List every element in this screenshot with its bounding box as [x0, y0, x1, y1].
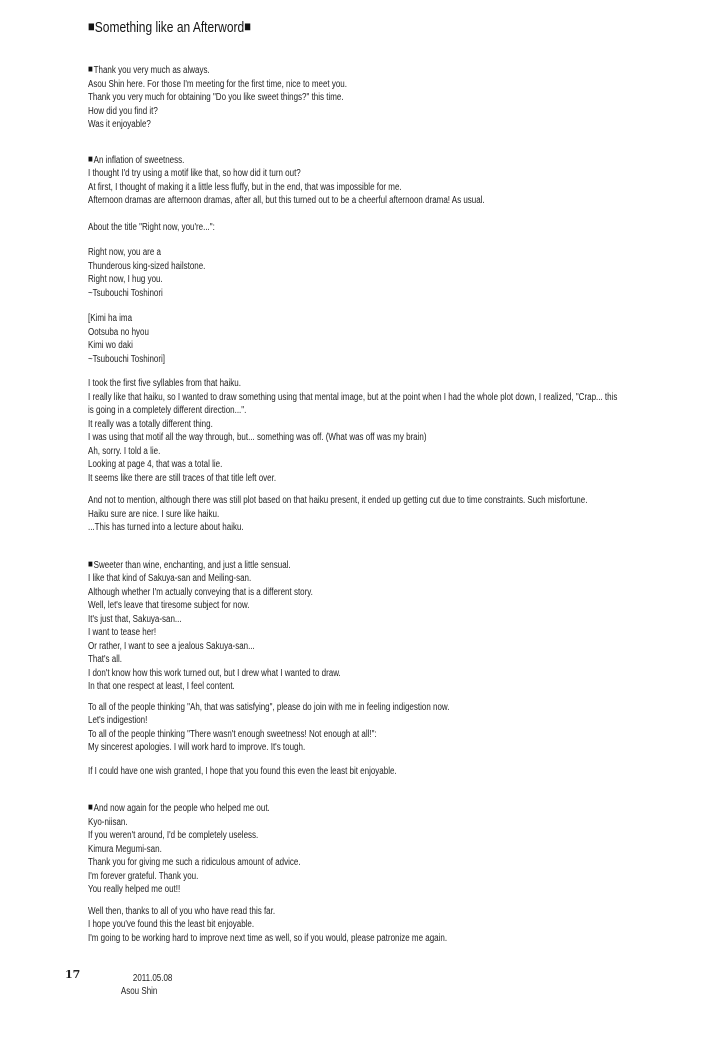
paragraph-one-wish — [88, 765, 712, 779]
text-line: If you weren't around, I'd be completely useless. — [88, 830, 259, 841]
title-trail-square-icon: ■ — [244, 18, 251, 34]
paragraph-closing — [88, 905, 712, 946]
text-line: I'm going to be working hard to improve next time as well, so if you would, please patronize me again. — [88, 932, 448, 944]
text-line: Well then, thanks to all of you who have read this far. — [88, 905, 276, 917]
text-line: I took the first five syllables from that haiku. — [88, 378, 241, 389]
text-line: I thought I'd try using a motif like that, so how did it turn out? — [88, 168, 301, 179]
afterword-page — [88, 18, 712, 1012]
text-line: is going in a completely different direction...". — [88, 405, 247, 416]
text-line: Asou Shin here. For those I'm meeting for the first time, nice to meet you. — [88, 78, 347, 90]
text-line: You really helped me out!! — [88, 884, 181, 895]
paragraph-greeting — [88, 64, 712, 132]
page-number: 17 — [65, 968, 81, 981]
title-lead-square-icon: ■ — [88, 18, 95, 34]
text-line: Ootsuba no hyou — [88, 326, 149, 338]
text-line: Although whether I'm actually conveying that is a different story. — [88, 586, 313, 598]
text-line: I want to tease her! — [88, 627, 157, 638]
text-line: To all of the people thinking "Ah, that was satisfying", please do join with me in feeling indigestion now. — [88, 701, 450, 713]
text-line: That's all. — [88, 654, 122, 665]
text-line: It really was a totally different thing. — [88, 418, 213, 430]
section-square-icon: ■ — [88, 153, 93, 165]
text-line: How did you find it? — [88, 105, 158, 117]
text-line: About the title "Right now, you're...": — [88, 221, 215, 233]
text-line: It's just that, Sakuya-san... — [88, 613, 182, 625]
text-line: I hope you've found this the least bit enjoyable. — [88, 919, 255, 930]
section-square-icon: ■ — [88, 64, 93, 75]
text-line: In that one respect at least, I feel content. — [88, 681, 235, 692]
text-line: ■And now again for the people who helped me out. — [88, 802, 270, 814]
text-line: ...This has turned into a lecture about haiku. — [88, 522, 244, 533]
text-line: Kimura Megumi-san. — [88, 843, 162, 855]
text-line: Kimi wo daki — [88, 340, 133, 351]
text-line: My sincerest apologies. I will work hard to improve. It's tough. — [88, 742, 306, 753]
text-line: To all of the people thinking "There wasn't enough sweetness! Not enough at all!": — [88, 728, 377, 740]
text-line: Thank you for giving me such a ridiculous amount of advice. — [88, 857, 301, 868]
text-line: Kyo-niisan. — [88, 816, 128, 828]
paragraph-sweetness-inflation — [88, 154, 712, 208]
page-title-text: Something like an Afterword — [94, 19, 245, 36]
text-line: Haiku sure are nice. I sure like haiku. — [88, 508, 220, 520]
text-line: I'm forever grateful. Thank you. — [88, 870, 199, 882]
text-line: Well, let's leave that tiresome subject for now. — [88, 600, 250, 611]
text-line: Ah, sorry. I told a lie. — [88, 445, 161, 457]
text-line: Was it enjoyable? — [88, 119, 151, 130]
text-line: If I could have one wish granted, I hope that you found this even the least bit enjoyable. — [88, 765, 397, 777]
text-line: I was using that motif all the way through, but... something was off. (What was off was my brain) — [88, 432, 427, 443]
paragraph-haiku-lecture — [88, 494, 712, 535]
text-line: Let's indigestion! — [88, 715, 148, 726]
text-line: ■An inflation of sweetness. — [88, 153, 185, 166]
text-line: I don't know how this work turned out, but I drew what I wanted to draw. — [88, 667, 341, 679]
paragraph-haiku-romaji — [88, 312, 712, 366]
text-line: Right now, I hug you. — [88, 274, 163, 285]
text-line: It seems like there are still traces of that title left over. — [88, 472, 277, 484]
signature-date: 2011.05.08 — [132, 972, 173, 984]
paragraph-sakuya-meiling — [88, 559, 712, 694]
text-line: ■Sweeter than wine, enchanting, and just a little sensual. — [88, 558, 291, 571]
signature-author: Asou Shin — [120, 986, 158, 997]
text-line: Or rather, I want to see a jealous Sakuya-san... — [88, 640, 255, 652]
paragraph-about-title — [88, 221, 712, 235]
paragraph-haiku-english — [88, 246, 712, 300]
text-line: [Kimi ha ima — [88, 313, 133, 324]
text-line: At first, I thought of making it a little less fluffy, but in the end, that was impossible for me. — [88, 181, 402, 193]
text-line: Right now, you are a — [88, 247, 161, 258]
text-line: I really like that haiku, so I wanted to draw something using that mental image, but at the point when I had the whole plot down, I realized, "Crap... this — [88, 391, 618, 403]
text-line: ~Tsubouchi Toshinori] — [88, 353, 166, 365]
paragraph-indigestion — [88, 701, 712, 755]
signature-line — [88, 958, 712, 1012]
text-line: ~Tsubouchi Toshinori — [88, 287, 163, 299]
page-title — [88, 18, 712, 37]
paragraph-thanks-helpers — [88, 802, 712, 897]
text-line: Afternoon dramas are afternoon dramas, after all, but this turned out to be a cheerful afternoon drama! As usual. — [88, 195, 485, 206]
text-line: Thunderous king-sized hailstone. — [88, 260, 206, 272]
paragraph-haiku-explanation — [88, 377, 712, 485]
text-line: Looking at page 4, that was a total lie. — [88, 459, 223, 470]
text-line: Thank you very much for obtaining "Do you like sweet things?" this time. — [88, 92, 344, 103]
section-square-icon: ■ — [88, 802, 93, 813]
section-square-icon: ■ — [88, 558, 93, 570]
text-line: ■Thank you very much as always. — [88, 64, 210, 76]
text-line: I like that kind of Sakuya-san and Meiling-san. — [88, 573, 252, 584]
text-line: And not to mention, although there was still plot based on that haiku present, it ended up getting cut due to time constraints. Such misfortune. — [88, 495, 588, 506]
